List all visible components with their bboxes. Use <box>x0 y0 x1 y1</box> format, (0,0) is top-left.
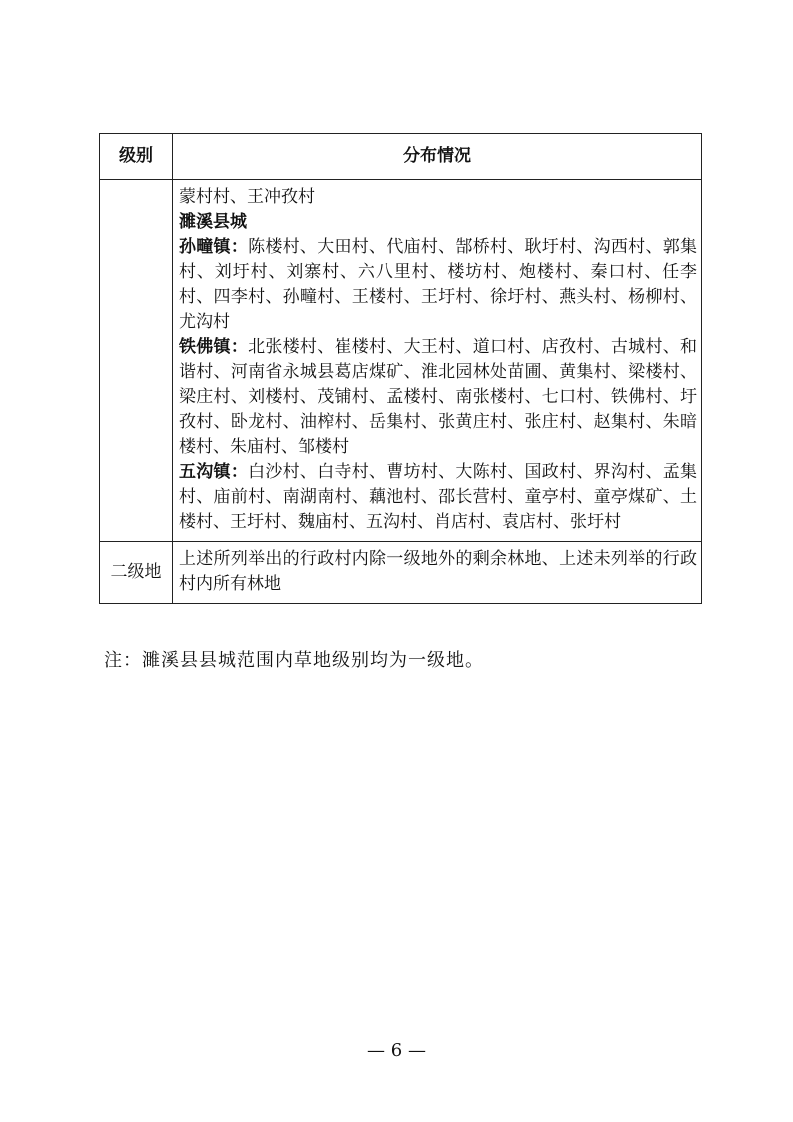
level2-description: 上述所列举出的行政村内除一级地外的剩余林地、上述未列举的行政村内所有林地 <box>173 542 702 604</box>
forest-grade-table <box>99 133 702 604</box>
table-header-row <box>100 134 702 180</box>
level2-label: 二级地 <box>100 542 173 604</box>
table-row-level1 <box>100 180 702 542</box>
continuation-text: 蒙村村、王冲孜村 <box>179 187 315 207</box>
town-name: 铁佛镇： <box>179 337 249 357</box>
footnote: 注：濉溪县县城范围内草地级别均为一级地。 <box>104 650 484 671</box>
table-row-level2 <box>100 542 702 604</box>
town-entry <box>179 335 697 460</box>
town-name: 孙疃镇： <box>179 237 249 257</box>
county-name: 濉溪县城 <box>179 212 247 232</box>
level-cell-empty <box>100 180 173 542</box>
town-villages: 白沙村、白寺村、曹坊村、大陈村、国政村、界沟村、孟集村、庙前村、南湖南村、藕池村、邵长营村、童亭村、童亭煤矿、土楼村、王圩村、魏庙村、五沟村、肖店村、袁店村、张圩村 <box>179 462 698 532</box>
header-distribution: 分布情况 <box>173 134 702 180</box>
distribution-cell <box>173 180 702 542</box>
header-level: 级别 <box>100 134 173 180</box>
page-number: — 6 — <box>367 1040 426 1061</box>
town-villages: 北张楼村、崔楼村、大王村、道口村、店孜村、古城村、和谐村、河南省永城县葛店煤矿、淮北园林处苗圃、黄集村、梁楼村、梁庄村、刘楼村、茂铺村、孟楼村、南张楼村、七口村、铁佛村、圩孜村、卧龙村、油榨村、岳集村、张黄庄村、张庄村、赵集村、朱暗楼村、朱庙村、邹楼村 <box>179 337 698 457</box>
town-villages: 陈楼村、大田村、代庙村、郜桥村、耿圩村、沟西村、郭集村、刘圩村、刘寨村、六八里村、楼坊村、炮楼村、秦口村、任李村、四李村、孙疃村、王楼村、王圩村、徐圩村、燕头村、杨柳村、尤沟村 <box>179 237 698 332</box>
town-entry <box>179 460 697 535</box>
town-entry <box>179 235 697 335</box>
town-name: 五沟镇： <box>179 462 249 482</box>
